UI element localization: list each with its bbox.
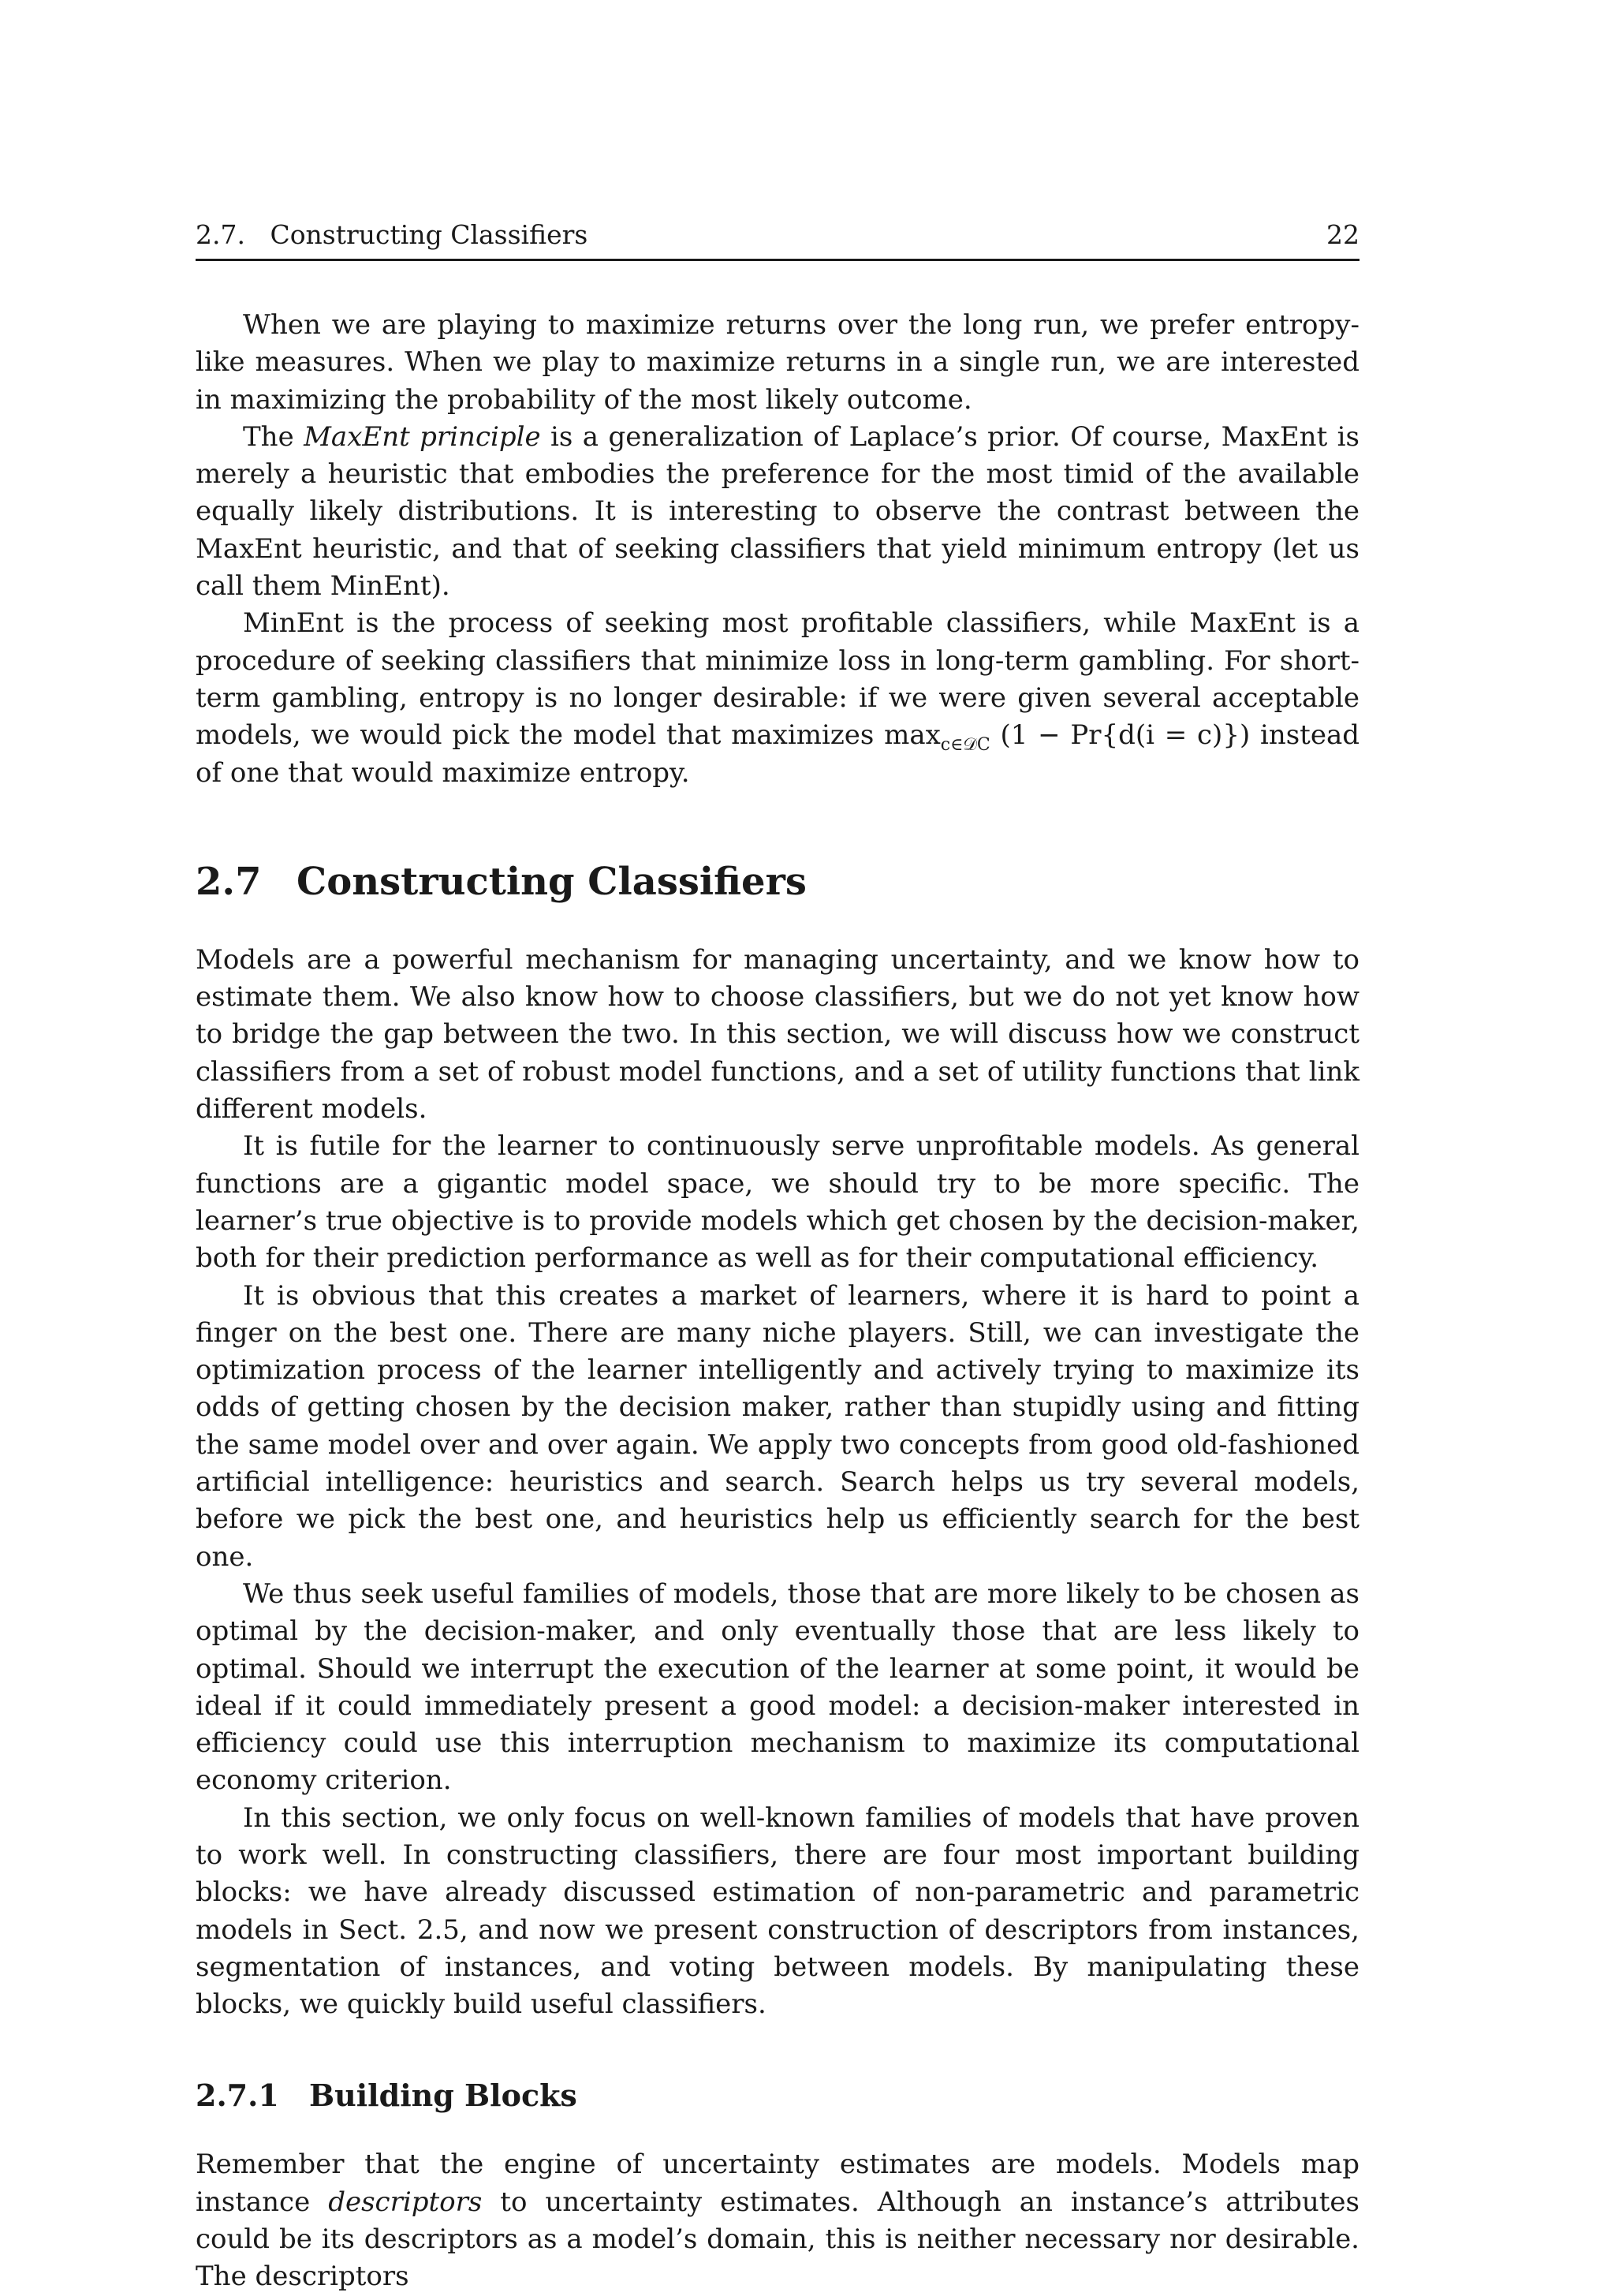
paragraph: [196, 307, 1360, 419]
section-heading: [196, 860, 1360, 904]
paragraph: [196, 1576, 1360, 1800]
paragraph-text: Remember that the engine of uncertainty estimates are models. Models map instance: [196, 2149, 1360, 2218]
paragraph: [196, 1800, 1360, 2024]
paragraph: [196, 2146, 1360, 2295]
emphasis-term: MaxEnt principle: [304, 420, 541, 453]
paragraph: [196, 1278, 1360, 1576]
paragraph-text: MinEnt is the process of seeking most profitable classifiers, while MaxEnt is a procedure of seeking classifiers that minimize loss in long-term gambling. For short-term gambling, entropy is no longer desirable: if we were given several acceptable models, we would pick the model that maximizes: [196, 607, 1360, 752]
math-expression: (1 − Pr{d(i = c)}): [990, 719, 1251, 752]
paragraph: [196, 605, 1360, 791]
page: [196, 218, 1360, 2296]
paragraph-text: It is futile for the learner to continuously serve unprofitable models. As general functions are a gigantic model space, we should try to be more specific. The learner’s true objective is to provide models which get chosen by the decision-maker, both for their prediction performance as well as for their computational efficiency.: [196, 1130, 1360, 1275]
paragraph: [196, 1128, 1360, 1277]
inline-math: [884, 719, 1251, 756]
paragraph-text: Models are a powerful mechanism for managing uncertainty, and we know how to estimate them. We also know how to choose classifiers, but we do not yet know how to bridge the gap between the two. In this section, we will discuss how we construct classifiers from a set of robust model functions, and a set of utility functions that link different models.: [196, 943, 1360, 1126]
section-number: 2.7: [196, 859, 262, 904]
paragraph-text: We thus seek useful families of models, those that are more likely to be chosen as optimal by the decision-maker, and only eventually those that are less likely to optimal. Should we interrupt the execution of the learner at some point, it would be ideal if it could immediately present a good model: a decision-maker interested in efficiency could use this interruption mechanism to maximize its computational economy criterion.: [196, 1577, 1360, 1797]
paragraph: [196, 419, 1360, 605]
paragraph-text: to uncertainty estimates. Although an instance’s attributes could be its descriptors as a model’s domain, this is neither necessary nor desirable. The descriptors: [196, 2186, 1360, 2293]
running-head: [196, 218, 1360, 261]
paragraph-text: The: [243, 420, 304, 453]
section-title: Constructing Classifiers: [297, 859, 807, 904]
subsection-number: 2.7.1: [196, 2078, 279, 2114]
page-number: 22: [1326, 219, 1360, 250]
paragraph-text: instead of one that would maximize entropy.: [196, 719, 1360, 789]
paragraph: [196, 942, 1360, 1128]
emphasis-term: descriptors: [328, 2186, 483, 2218]
paragraph-text: It is obvious that this creates a market of learners, where it is hard to point a finger on the best one. There are many niche players. Still, we can investigate the optimization process of the learner intelligently and actively trying to maximize its odds of getting chosen by the decision maker, rather than stupidly using and fitting the same model over and over again. We apply two concepts from good old-fashioned artificial intelligence: heuristics and search. Search helps us try several models, before we pick the best one, and heuristics help us efficiently search for the best one.: [196, 1279, 1360, 1573]
math-subscript: c∈𝒟C: [940, 735, 990, 756]
subsection-title: Building Blocks: [309, 2078, 577, 2114]
body-text: [196, 307, 1360, 2296]
paragraph-text: When we are playing to maximize returns over the long run, we prefer entropy-like measures. When we play to maximize returns in a single run, we are interested in maximizing the probability of the most likely outcome.: [196, 309, 1360, 416]
running-head-section: 2.7. Constructing Classifiers: [196, 219, 588, 250]
math-max: max: [884, 719, 941, 752]
subsection-heading: [196, 2077, 1360, 2115]
paragraph-text: In this section, we only focus on well-known families of models that have proven to work well. In constructing classifiers, there are four most important building blocks: we have already discussed estimation of non-parametric and parametric models in Sect. 2.5, and now we present construction of descriptors from instances, segmentation of instances, and voting between models. By manipulating these blocks, we quickly build useful classifiers.: [196, 1801, 1360, 2021]
paragraph-text: is a generalization of Laplace’s prior. Of course, MaxEnt is merely a heuristic that embodies the preference for the most timid of the available equally likely distributions. It is interesting to observe the contrast between the MaxEnt heuristic, and that of seeking classifiers that yield minimum entropy (let us call them MinEnt).: [196, 420, 1360, 603]
